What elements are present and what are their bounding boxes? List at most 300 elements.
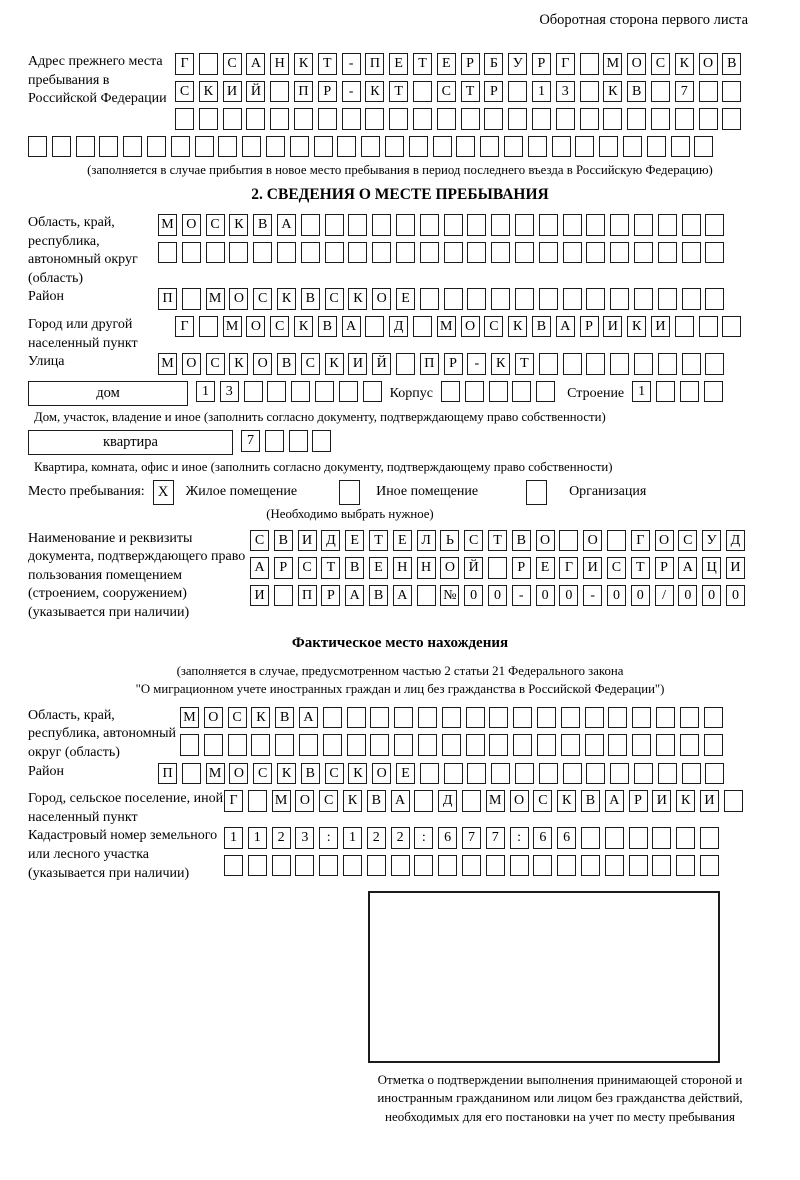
char-cell[interactable]: Г — [559, 557, 578, 579]
char-cell[interactable] — [123, 136, 142, 158]
char-cell[interactable]: Р — [655, 557, 674, 579]
char-cell[interactable]: А — [556, 316, 575, 338]
char-cell[interactable]: 7 — [241, 430, 260, 452]
char-cell[interactable]: К — [365, 81, 384, 103]
char-cell[interactable] — [705, 242, 724, 264]
char-cell[interactable] — [325, 214, 344, 236]
char-cell[interactable] — [489, 381, 508, 403]
char-cell[interactable] — [675, 316, 694, 338]
char-cell[interactable]: В — [274, 530, 293, 552]
char-cell[interactable]: О — [229, 288, 248, 310]
char-cell[interactable] — [420, 763, 439, 785]
char-cell[interactable] — [581, 855, 600, 877]
char-cell[interactable]: К — [343, 790, 362, 812]
char-cell[interactable] — [608, 707, 627, 729]
char-cell[interactable] — [348, 214, 367, 236]
char-cell[interactable]: К — [325, 353, 344, 375]
char-cell[interactable]: Р — [532, 53, 551, 75]
char-cell[interactable] — [343, 855, 362, 877]
char-cell[interactable] — [394, 707, 413, 729]
char-cell[interactable] — [508, 81, 527, 103]
char-cell[interactable]: 1 — [632, 381, 651, 403]
char-cell[interactable]: С — [206, 214, 225, 236]
char-cell[interactable] — [581, 827, 600, 849]
char-cell[interactable] — [289, 430, 308, 452]
char-cell[interactable] — [634, 288, 653, 310]
char-cell[interactable] — [491, 763, 510, 785]
char-cell[interactable]: В — [277, 353, 296, 375]
char-cell[interactable]: М — [158, 214, 177, 236]
char-cell[interactable]: Т — [631, 557, 650, 579]
char-cell[interactable] — [467, 214, 486, 236]
char-cell[interactable]: Ь — [440, 530, 459, 552]
char-cell[interactable]: 2 — [272, 827, 291, 849]
apartment-name-box[interactable]: квартира — [28, 430, 233, 455]
char-cell[interactable]: 1 — [224, 827, 243, 849]
char-cell[interactable] — [480, 136, 499, 158]
char-cell[interactable] — [603, 108, 622, 130]
char-cell[interactable] — [605, 855, 624, 877]
char-cell[interactable]: 1 — [248, 827, 267, 849]
char-cell[interactable]: У — [508, 53, 527, 75]
char-cell[interactable] — [270, 108, 289, 130]
char-cell[interactable] — [722, 316, 741, 338]
char-cell[interactable]: С — [253, 763, 272, 785]
char-cell[interactable]: О — [182, 214, 201, 236]
char-cell[interactable] — [580, 81, 599, 103]
char-cell[interactable]: Н — [417, 557, 436, 579]
char-cell[interactable] — [301, 242, 320, 264]
char-cell[interactable] — [610, 353, 629, 375]
char-cell[interactable]: 0 — [726, 585, 745, 607]
char-cell[interactable] — [699, 108, 718, 130]
char-cell[interactable] — [323, 734, 342, 756]
char-cell[interactable]: М — [272, 790, 291, 812]
char-cell[interactable] — [722, 108, 741, 130]
char-cell[interactable] — [461, 108, 480, 130]
char-cell[interactable] — [682, 288, 701, 310]
char-cell[interactable]: В — [301, 288, 320, 310]
char-cell[interactable]: 6 — [557, 827, 576, 849]
char-cell[interactable]: А — [299, 707, 318, 729]
char-cell[interactable] — [651, 108, 670, 130]
char-cell[interactable] — [467, 763, 486, 785]
char-cell[interactable] — [682, 242, 701, 264]
char-cell[interactable]: А — [391, 790, 410, 812]
char-cell[interactable] — [610, 288, 629, 310]
char-cell[interactable]: Т — [461, 81, 480, 103]
char-cell[interactable] — [676, 827, 695, 849]
char-cell[interactable] — [361, 136, 380, 158]
char-cell[interactable]: Т — [389, 81, 408, 103]
char-cell[interactable]: О — [655, 530, 674, 552]
char-cell[interactable]: К — [199, 81, 218, 103]
char-cell[interactable]: К — [557, 790, 576, 812]
char-cell[interactable] — [224, 855, 243, 877]
char-cell[interactable] — [199, 53, 218, 75]
char-cell[interactable]: В — [318, 316, 337, 338]
char-cell[interactable]: С — [228, 707, 247, 729]
char-cell[interactable] — [295, 855, 314, 877]
char-cell[interactable] — [647, 136, 666, 158]
char-cell[interactable] — [607, 530, 626, 552]
char-cell[interactable] — [414, 790, 433, 812]
char-cell[interactable]: П — [298, 585, 317, 607]
char-cell[interactable]: И — [651, 316, 670, 338]
char-cell[interactable] — [652, 855, 671, 877]
char-cell[interactable]: - — [583, 585, 602, 607]
char-cell[interactable]: Д — [389, 316, 408, 338]
char-cell[interactable] — [28, 136, 47, 158]
char-cell[interactable] — [580, 53, 599, 75]
char-cell[interactable]: К — [251, 707, 270, 729]
char-cell[interactable]: В — [532, 316, 551, 338]
char-cell[interactable] — [365, 316, 384, 338]
char-cell[interactable] — [537, 734, 556, 756]
checkbox-other-premises[interactable] — [339, 480, 360, 505]
char-cell[interactable]: 0 — [464, 585, 483, 607]
char-cell[interactable]: Н — [270, 53, 289, 75]
char-cell[interactable] — [372, 214, 391, 236]
char-cell[interactable] — [508, 108, 527, 130]
char-cell[interactable]: Т — [369, 530, 388, 552]
char-cell[interactable]: 2 — [391, 827, 410, 849]
char-cell[interactable] — [537, 707, 556, 729]
char-cell[interactable] — [204, 734, 223, 756]
char-cell[interactable] — [586, 242, 605, 264]
char-cell[interactable] — [248, 855, 267, 877]
char-cell[interactable]: О — [461, 316, 480, 338]
char-cell[interactable] — [491, 242, 510, 264]
char-cell[interactable]: С — [651, 53, 670, 75]
char-cell[interactable] — [337, 136, 356, 158]
char-cell[interactable] — [414, 855, 433, 877]
char-cell[interactable] — [314, 136, 333, 158]
char-cell[interactable] — [559, 530, 578, 552]
char-cell[interactable]: Г — [556, 53, 575, 75]
char-cell[interactable]: К — [348, 763, 367, 785]
char-cell[interactable] — [704, 707, 723, 729]
char-cell[interactable]: М — [223, 316, 242, 338]
char-cell[interactable] — [466, 734, 485, 756]
char-cell[interactable] — [195, 136, 214, 158]
char-cell[interactable] — [99, 136, 118, 158]
char-cell[interactable] — [539, 242, 558, 264]
char-cell[interactable]: К — [294, 316, 313, 338]
checkbox-organization[interactable] — [526, 480, 547, 505]
char-cell[interactable]: О — [372, 763, 391, 785]
char-cell[interactable]: М — [158, 353, 177, 375]
char-cell[interactable]: Й — [246, 81, 265, 103]
char-cell[interactable]: С — [270, 316, 289, 338]
char-cell[interactable] — [218, 136, 237, 158]
char-cell[interactable]: Е — [396, 763, 415, 785]
char-cell[interactable]: / — [655, 585, 674, 607]
char-cell[interactable] — [76, 136, 95, 158]
char-cell[interactable] — [705, 353, 724, 375]
char-cell[interactable] — [441, 381, 460, 403]
char-cell[interactable] — [489, 734, 508, 756]
char-cell[interactable]: С — [253, 288, 272, 310]
char-cell[interactable]: М — [206, 763, 225, 785]
char-cell[interactable]: В — [369, 585, 388, 607]
char-cell[interactable]: 3 — [556, 81, 575, 103]
char-cell[interactable]: К — [277, 763, 296, 785]
char-cell[interactable]: - — [342, 81, 361, 103]
char-cell[interactable] — [700, 827, 719, 849]
char-cell[interactable] — [442, 734, 461, 756]
char-cell[interactable] — [433, 136, 452, 158]
char-cell[interactable] — [465, 381, 484, 403]
char-cell[interactable] — [182, 288, 201, 310]
char-cell[interactable]: Е — [389, 53, 408, 75]
char-cell[interactable] — [394, 734, 413, 756]
char-cell[interactable]: О — [583, 530, 602, 552]
char-cell[interactable] — [244, 381, 263, 403]
char-cell[interactable] — [444, 763, 463, 785]
house-name-box[interactable]: дом — [28, 381, 188, 406]
char-cell[interactable] — [586, 353, 605, 375]
char-cell[interactable] — [158, 242, 177, 264]
char-cell[interactable]: А — [678, 557, 697, 579]
char-cell[interactable] — [724, 790, 743, 812]
char-cell[interactable]: Ц — [702, 557, 721, 579]
char-cell[interactable]: С — [437, 81, 456, 103]
char-cell[interactable] — [704, 734, 723, 756]
char-cell[interactable]: Р — [512, 557, 531, 579]
char-cell[interactable]: П — [158, 763, 177, 785]
char-cell[interactable] — [389, 108, 408, 130]
char-cell[interactable]: В — [367, 790, 386, 812]
char-cell[interactable]: К — [508, 316, 527, 338]
char-cell[interactable] — [315, 381, 334, 403]
char-cell[interactable]: Т — [515, 353, 534, 375]
char-cell[interactable]: П — [365, 53, 384, 75]
char-cell[interactable] — [175, 108, 194, 130]
char-cell[interactable]: В — [581, 790, 600, 812]
char-cell[interactable] — [563, 288, 582, 310]
char-cell[interactable]: В — [345, 557, 364, 579]
char-cell[interactable] — [409, 136, 428, 158]
char-cell[interactable]: Р — [629, 790, 648, 812]
char-cell[interactable] — [533, 855, 552, 877]
char-cell[interactable] — [515, 214, 534, 236]
char-cell[interactable]: М — [437, 316, 456, 338]
char-cell[interactable] — [462, 790, 481, 812]
char-cell[interactable] — [610, 763, 629, 785]
char-cell[interactable]: О — [372, 288, 391, 310]
char-cell[interactable]: С — [484, 316, 503, 338]
char-cell[interactable] — [656, 734, 675, 756]
char-cell[interactable] — [539, 214, 558, 236]
char-cell[interactable] — [391, 855, 410, 877]
char-cell[interactable] — [365, 108, 384, 130]
char-cell[interactable]: К — [627, 316, 646, 338]
char-cell[interactable]: К — [348, 288, 367, 310]
char-cell[interactable] — [627, 108, 646, 130]
char-cell[interactable] — [652, 827, 671, 849]
char-cell[interactable] — [658, 214, 677, 236]
char-cell[interactable] — [676, 855, 695, 877]
char-cell[interactable]: О — [699, 53, 718, 75]
char-cell[interactable] — [605, 827, 624, 849]
char-cell[interactable]: Е — [396, 288, 415, 310]
char-cell[interactable] — [442, 707, 461, 729]
char-cell[interactable]: С — [298, 557, 317, 579]
char-cell[interactable]: А — [345, 585, 364, 607]
char-cell[interactable]: : — [319, 827, 338, 849]
char-cell[interactable] — [675, 108, 694, 130]
char-cell[interactable]: К — [229, 214, 248, 236]
char-cell[interactable]: А — [277, 214, 296, 236]
char-cell[interactable]: 1 — [343, 827, 362, 849]
char-cell[interactable] — [488, 557, 507, 579]
char-cell[interactable] — [658, 242, 677, 264]
char-cell[interactable]: И — [583, 557, 602, 579]
char-cell[interactable]: К — [491, 353, 510, 375]
char-cell[interactable]: 1 — [196, 381, 215, 403]
char-cell[interactable]: 0 — [702, 585, 721, 607]
char-cell[interactable]: С — [607, 557, 626, 579]
char-cell[interactable] — [413, 316, 432, 338]
char-cell[interactable] — [266, 136, 285, 158]
char-cell[interactable]: 3 — [295, 827, 314, 849]
char-cell[interactable] — [700, 855, 719, 877]
char-cell[interactable] — [251, 734, 270, 756]
char-cell[interactable]: И — [223, 81, 242, 103]
char-cell[interactable] — [634, 214, 653, 236]
char-cell[interactable] — [318, 108, 337, 130]
char-cell[interactable]: Т — [321, 557, 340, 579]
char-cell[interactable]: Д — [438, 790, 457, 812]
char-cell[interactable]: С — [325, 763, 344, 785]
char-cell[interactable] — [632, 734, 651, 756]
char-cell[interactable]: В — [301, 763, 320, 785]
char-cell[interactable] — [580, 108, 599, 130]
char-cell[interactable]: И — [652, 790, 671, 812]
char-cell[interactable] — [246, 108, 265, 130]
char-cell[interactable] — [228, 734, 247, 756]
char-cell[interactable]: С — [206, 353, 225, 375]
char-cell[interactable]: Д — [321, 530, 340, 552]
char-cell[interactable]: 0 — [631, 585, 650, 607]
char-cell[interactable]: К — [676, 790, 695, 812]
char-cell[interactable] — [182, 242, 201, 264]
char-cell[interactable] — [420, 242, 439, 264]
char-cell[interactable]: А — [393, 585, 412, 607]
char-cell[interactable] — [385, 136, 404, 158]
char-cell[interactable]: У — [702, 530, 721, 552]
char-cell[interactable] — [599, 136, 618, 158]
char-cell[interactable] — [705, 214, 724, 236]
char-cell[interactable] — [420, 288, 439, 310]
char-cell[interactable] — [585, 734, 604, 756]
char-cell[interactable] — [199, 108, 218, 130]
char-cell[interactable] — [680, 734, 699, 756]
char-cell[interactable]: С — [678, 530, 697, 552]
char-cell[interactable] — [467, 288, 486, 310]
char-cell[interactable] — [632, 707, 651, 729]
char-cell[interactable]: К — [229, 353, 248, 375]
char-cell[interactable]: М — [180, 707, 199, 729]
char-cell[interactable]: Р — [461, 53, 480, 75]
char-cell[interactable]: 0 — [559, 585, 578, 607]
char-cell[interactable] — [147, 136, 166, 158]
char-cell[interactable] — [610, 214, 629, 236]
char-cell[interactable]: 3 — [220, 381, 239, 403]
char-cell[interactable]: С — [464, 530, 483, 552]
char-cell[interactable] — [444, 288, 463, 310]
char-cell[interactable] — [437, 108, 456, 130]
char-cell[interactable]: 7 — [462, 827, 481, 849]
char-cell[interactable] — [396, 353, 415, 375]
char-cell[interactable] — [396, 242, 415, 264]
char-cell[interactable] — [206, 242, 225, 264]
char-cell[interactable] — [539, 353, 558, 375]
char-cell[interactable] — [342, 108, 361, 130]
char-cell[interactable]: С — [175, 81, 194, 103]
char-cell[interactable] — [563, 242, 582, 264]
char-cell[interactable] — [623, 136, 642, 158]
char-cell[interactable] — [370, 707, 389, 729]
char-cell[interactable]: 7 — [486, 827, 505, 849]
char-cell[interactable]: Г — [175, 316, 194, 338]
char-cell[interactable] — [539, 288, 558, 310]
char-cell[interactable] — [563, 353, 582, 375]
char-cell[interactable] — [367, 855, 386, 877]
char-cell[interactable]: М — [603, 53, 622, 75]
char-cell[interactable]: - — [342, 53, 361, 75]
char-cell[interactable] — [171, 136, 190, 158]
char-cell[interactable] — [325, 242, 344, 264]
char-cell[interactable]: П — [158, 288, 177, 310]
char-cell[interactable] — [699, 81, 718, 103]
char-cell[interactable]: 0 — [678, 585, 697, 607]
char-cell[interactable]: Р — [444, 353, 463, 375]
char-cell[interactable] — [396, 214, 415, 236]
char-cell[interactable] — [347, 734, 366, 756]
char-cell[interactable]: Е — [437, 53, 456, 75]
char-cell[interactable] — [312, 430, 331, 452]
char-cell[interactable] — [319, 855, 338, 877]
char-cell[interactable]: Й — [372, 353, 391, 375]
char-cell[interactable]: 7 — [675, 81, 694, 103]
char-cell[interactable]: М — [486, 790, 505, 812]
char-cell[interactable] — [536, 381, 555, 403]
char-cell[interactable] — [270, 81, 289, 103]
char-cell[interactable]: В — [275, 707, 294, 729]
char-cell[interactable] — [467, 242, 486, 264]
char-cell[interactable] — [272, 855, 291, 877]
char-cell[interactable]: 2 — [367, 827, 386, 849]
char-cell[interactable] — [532, 108, 551, 130]
char-cell[interactable] — [504, 136, 523, 158]
char-cell[interactable]: И — [603, 316, 622, 338]
char-cell[interactable] — [491, 214, 510, 236]
char-cell[interactable] — [658, 288, 677, 310]
char-cell[interactable]: О — [246, 316, 265, 338]
char-cell[interactable] — [444, 242, 463, 264]
char-cell[interactable]: О — [182, 353, 201, 375]
char-cell[interactable] — [248, 790, 267, 812]
char-cell[interactable] — [301, 214, 320, 236]
char-cell[interactable]: К — [294, 53, 313, 75]
char-cell[interactable]: С — [325, 288, 344, 310]
char-cell[interactable]: П — [294, 81, 313, 103]
char-cell[interactable]: С — [319, 790, 338, 812]
char-cell[interactable]: Р — [318, 81, 337, 103]
char-cell[interactable] — [561, 707, 580, 729]
